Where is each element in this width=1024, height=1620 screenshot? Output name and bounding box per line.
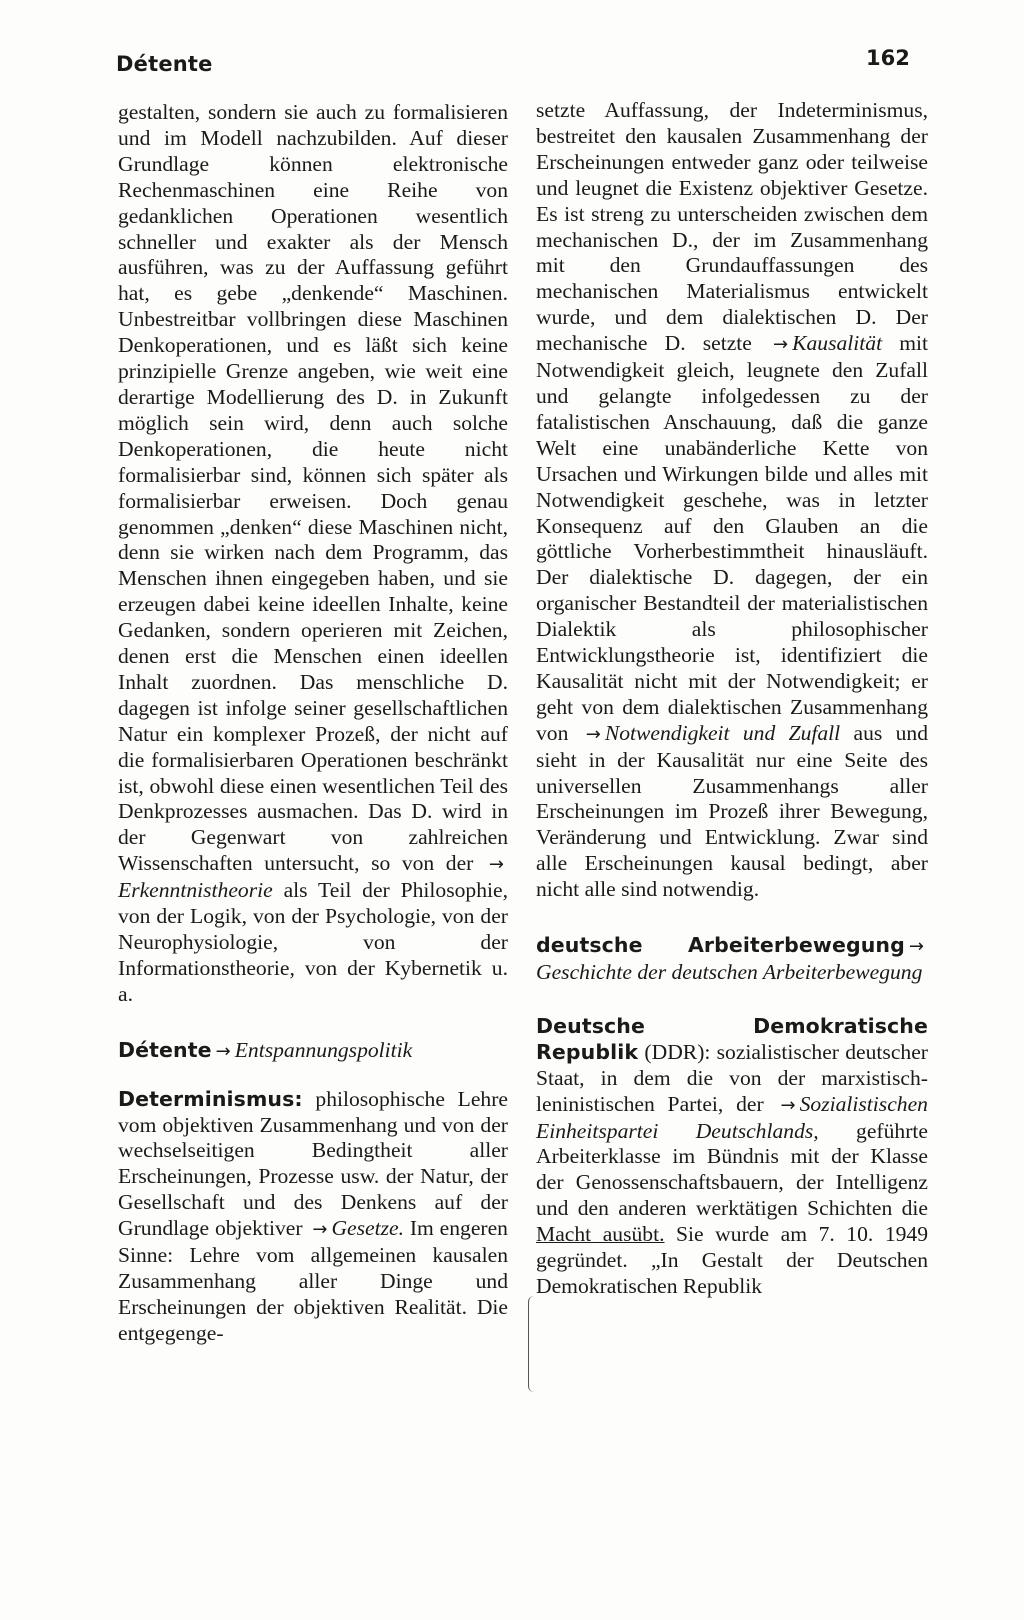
cross-reference-arrow-icon: → [215, 1040, 231, 1062]
body-text: Im engeren Sinne: Lehre vom allgemeinen kausalen Zusammenhang aller Dinge und Erscheinungen der objektiven Realität. Die entgegenge- [118, 1216, 508, 1345]
running-head: Détente [116, 52, 213, 76]
body-text: setzte Auffassung, der Indeterminismus, bestreitet den kausalen Zusammenhang der Erscheinungen entweder ganz oder teilweise und leugnet die Existenz objektiver Gesetze. Es ist streng zu unterscheiden zwischen dem mechanischen D., der im Zusammenhang mit den Grundauffassungen des mechanischen Materialismus entwickelt wurde, und dem dialektischen D. Der mechanische D. setzte [536, 98, 928, 356]
cross-reference-arrow-icon: → [772, 334, 789, 356]
body-text: (DDR): sozialistischer deutscher Staat, in dem die von der marxistisch-leninistischen Partei, der [536, 1039, 928, 1116]
body-text: mit Notwendigkeit gleich, leugnete den Zufall und gelangte infolgedessen zu der fatalistischen Anschauung, daß die ganze Welt eine unabänderliche Kette von Ursachen und Wirkungen bilde und alles mit Notwendigkeit geschehe, was in letzter Konsequenz auf den Glauben an die göttliche Vorherbestimmtheit hinausläuft. Der dialektische D. dagegen, der ein organischer Bestandteil der materialistischen Dialektik als philosophischer Entwicklungstheorie ist, identifiziert die Kausalität nicht mit der Notwendigkeit; er geht von dem dialektischen Zusammenhang von [536, 331, 928, 745]
cross-reference-kausalitaet[interactable]: Kausalität [792, 331, 883, 356]
body-text: geführte Arbeiterklasse im Bündnis mit der Klasse der Genossenschaftsbauern, der Intelligenz und den anderen werktätigen Schichten die [536, 1118, 928, 1221]
ddr-entry [536, 1014, 928, 1300]
arbeiterbewegung-entry [536, 933, 928, 986]
cross-reference-gesetze[interactable]: Gesetze. [331, 1216, 404, 1241]
entry-headword-ddr: Deutsche Demokratische Republik [536, 1013, 928, 1064]
cross-reference-entspannungspolitik[interactable]: Entspannungspolitik [234, 1037, 413, 1062]
margin-annotation-mark [528, 1296, 537, 1392]
body-text: Sie wurde am 7. 10. 1949 gegründet. „In Gestalt der Deutschen Demokratischen Republik [536, 1222, 929, 1298]
determinismus-entry-continuation [536, 98, 928, 903]
cross-reference-arrow-icon: → [908, 936, 924, 958]
body-text: gestalten, sondern sie auch zu formalisieren und im Modell nachzubilden. Auf dieser Grundlage können elektronische Rechenmaschinen eine Reihe von gedanklichen Operationen wesentlich schneller und exakter als der Mensch ausführen, was zu der Auffassung geführt hat, es gebe „denkende“ Maschinen. Unbestreitbar vollbringen diese Maschinen Denkoperationen, und es läßt sich keine prinzipielle Grenze angeben, wie weit eine derartige Modellierung des D. in Zukunft möglich sein wird, denn auch solche Denkoperationen, die heute nicht formalisierbar sind, können sich später als formalisierbar erweisen. Doch genau genommen „denken“ diese Maschinen nicht, denn sie wirken nach dem Programm, das Menschen ihnen eingegeben haben, und sie erzeugen dabei keine ideellen Inhalte, keine Gedanken, sondern operieren mit Zeichen, denen erst die Menschen einen ideellen Inhalt zuordnen. Das menschliche D. dagegen ist infolge seiner gesellschaftlichen Natur ein komplexer Prozeß, der nicht auf die formalisierbaren Operationen beschränkt ist, obwohl diese einen wesentlichen Teil des Denkprozesses ausmachen. Das D. wird in der Gegenwart von zahlreichen Wissenschaften untersucht, so von der [118, 100, 508, 876]
entry-headword-determinismus: Determinismus: [118, 1086, 303, 1111]
cross-reference-arrow-icon: → [488, 854, 505, 876]
cross-reference-notwendigkeit-und-zufall[interactable]: Notwendigkeit und Zufall [604, 720, 841, 745]
page-number: 162 [866, 46, 910, 70]
right-column [536, 98, 928, 1300]
cross-reference-sed[interactable]: Sozialistischen Einheitspartei Deutschlands, [536, 1091, 928, 1143]
body-text: als Teil der Philosophie, von der Logik, von der Psychologie, von der Neurophysiologie, von der Informationstheorie, von der Kybernetik u. a. [118, 878, 508, 1006]
cross-reference-erkenntnistheorie[interactable]: Erkenntnistheorie [118, 878, 273, 903]
cross-reference-arrow-icon: → [780, 1094, 796, 1116]
detente-entry [118, 1038, 508, 1065]
cross-reference-arrow-icon: → [312, 1219, 328, 1241]
cross-reference-geschichte-arbeiterbewegung[interactable]: Geschichte der deutschen Arbeiterbewegung [536, 960, 923, 984]
denken-entry-continuation [118, 100, 508, 1008]
determinismus-entry [118, 1087, 508, 1347]
entry-headword-detente: Détente [118, 1037, 212, 1062]
left-column [118, 100, 508, 1347]
entry-headword-deutsche-arbeiterbewegung: deutsche Arbeiterbewegung [536, 933, 905, 958]
underlined-phrase: Macht ausübt. [536, 1222, 665, 1247]
body-text: aus und sieht in der Kausalität nur eine Seite des universellen Zusammenhangs aller Erscheinungen im Prozeß ihrer Bewegung, Veränderung und Entwicklung. Zwar sind alle Erscheinungen kausal bedingt, aber nicht alle sind notwendig. [536, 720, 929, 902]
body-text: philosophische Lehre vom objektiven Zusammenhang und von der wechselseitigen Bedingtheit aller Erscheinungen, Prozesse usw. der Natur, der Gesellschaft und des Denkens auf der Grundlage objektiver [118, 1086, 508, 1241]
cross-reference-arrow-icon: → [585, 723, 601, 745]
